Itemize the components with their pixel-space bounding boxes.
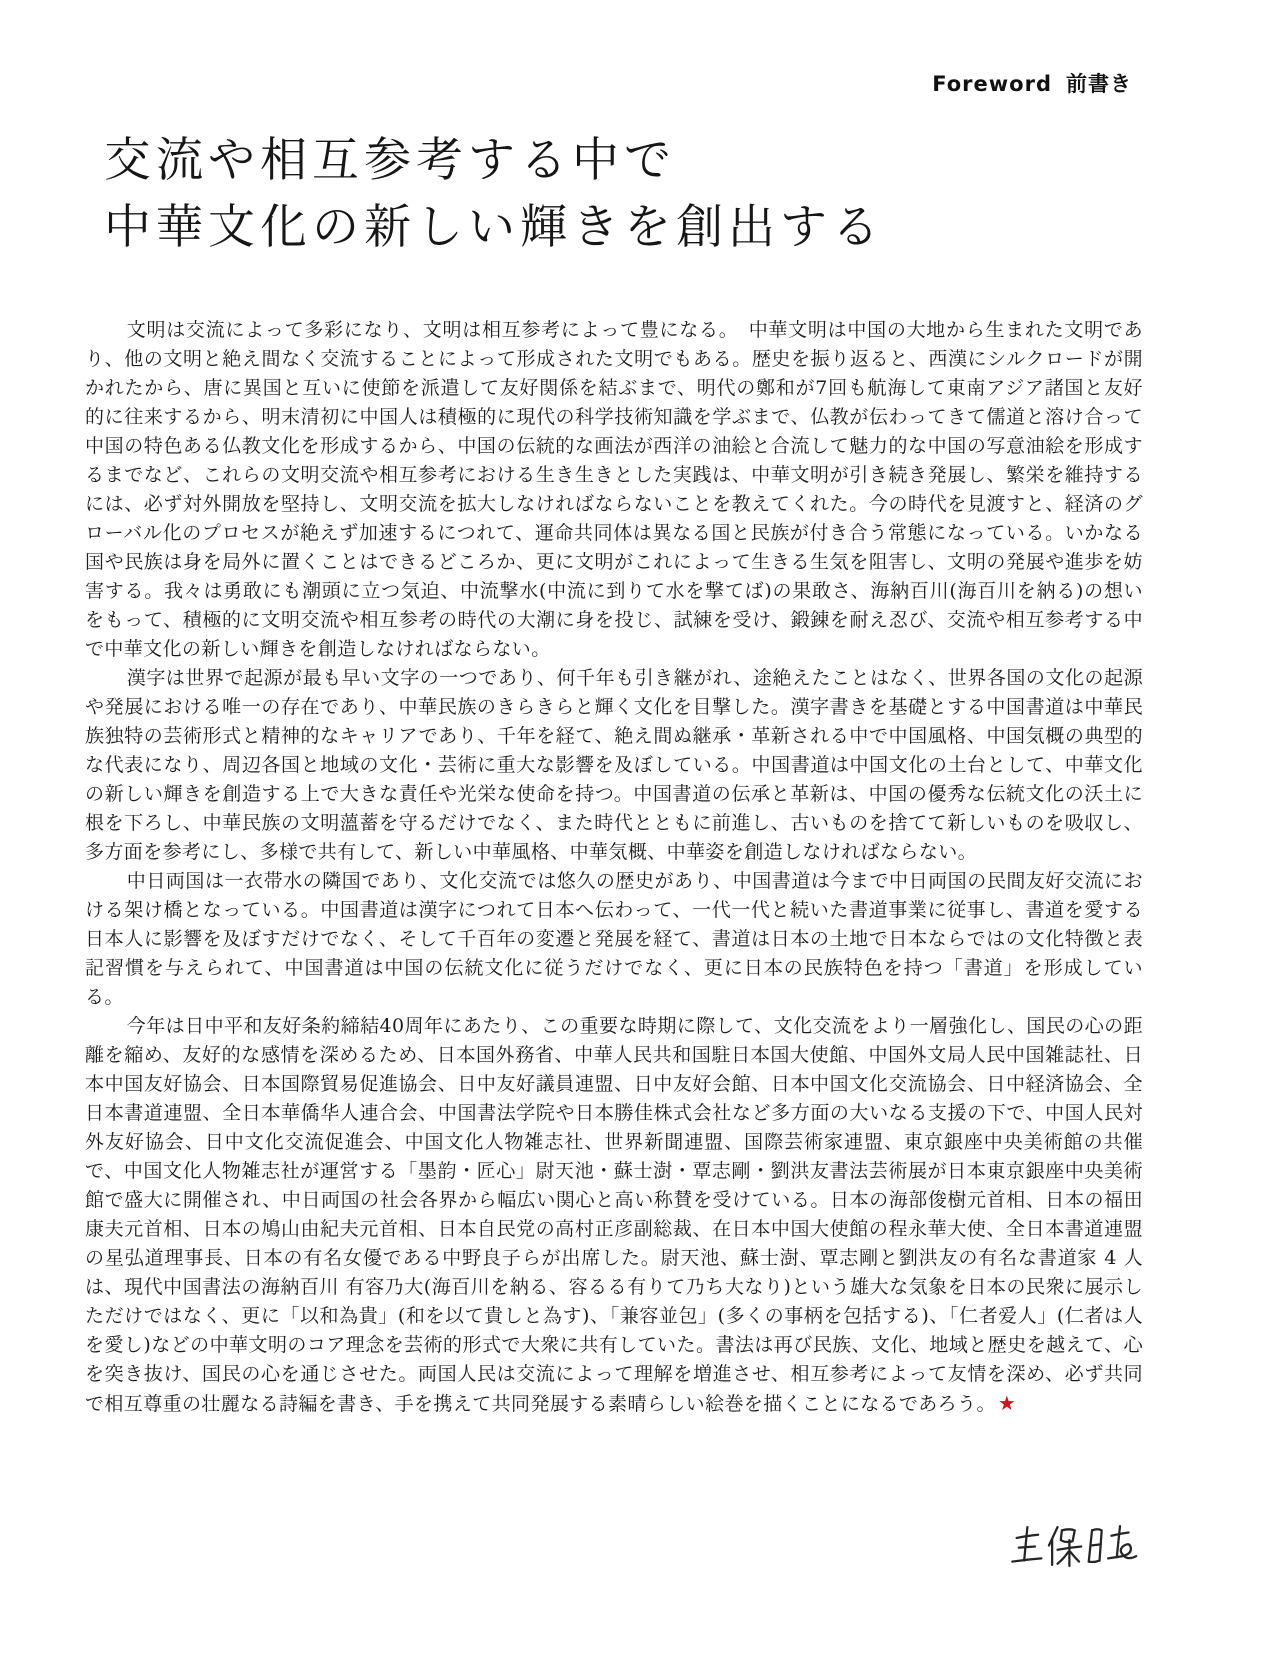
- paragraph-4-text: 今年は日中平和友好条約締結40周年にあたり、この重要な時期に際して、文化交流をより一層強化し、国民の心の距離を縮め、友好的な感情を深めるため、日本国外務省、中華人民共和国駐日本国大使館、中国外文局人民中国雑誌社、日本中国友好協会、日本国際貿易促進協会、日中友好議員連盟、日中友好会館、日本中国文化交流協会、日中経済協会、全日本書道連盟、全日本華僑华人連合会、中国書法学院や日本勝佳株式会社など多方面の大いなる支援の下で、中国人民対外友好協会、日中文化交流促進会、中国文化人物雑志社、世界新聞連盟、国際芸術家連盟、東京銀座中央美術館の共催で、中国文化人物雑志社が運営する「墨韵・匠心」尉天池・蘇士澍・覃志剛・劉洪友書法芸術展が日本東京銀座中央美術館で盛大に開催され、中日両国の社会各界から幅広い関心と高い称賛を受けている。日本の海部俊樹元首相、日本の福田康夫元首相、日本の鳩山由紀夫元首相、日本自民党の高村正彦副総裁、在日本中国大使館の程永華大使、全日本書道連盟の星弘道理事長、日本の有名女優である中野良子らが出席した。尉天池、蘇士澍、覃志剛と劉洪友の有名な書道家 4 人は、現代中国書法の海納百川 有容乃大(海百川を納る、容るる有りて乃ち大なり)という雄大な気象を日本の民衆に展示しただけではなく、更に「以和為貴」(和を以て貴しと為す)、「兼容並包」(多くの事柄を包括する)、「仁者爱人」(仁者は人を愛し)などの中華文明のコア理念を芸術的形式で大衆に共有していた。書法は再び民族、文化、地域と歴史を越えて、心を突き抜け、国民の心を通じさせた。両国人民は交流によって理解を増進させ、相互参考によって友情を深め、必ず共同で相互尊重の壮麗なる詩編を書き、手を携えて共同発展する素晴らしい絵巻を描くことになるであろう。: [85, 1015, 1143, 1415]
- paragraph-3: 中日両国は一衣帯水の隣国であり、文化交流では悠久の歴史があり、中国書道は今まで中日両国の民間友好交流における架け橋となっている。中国書道は漢字につれて日本へ伝わって、一代一代と続いた書道事業に従事し、書道を愛する日本人に影響を及ぼすだけでなく、そして千百年の変遷と発展を経て、書道は日本の土地で日本ならではの文化特徴と表記習慣を与えられて、中国書道は中国の伝統文化に従うだけでなく、更に日本の民族特色を持つ「書道」を形成している。: [85, 870, 1143, 1008]
- signature: [1008, 1516, 1148, 1576]
- page-title-line-2: 中華文化の新しい輝きを創出する: [104, 199, 884, 255]
- paragraph-2: 漢字は世界で起源が最も早い文字の一つであり、何千年も引き継がれ、途絶えたことはなく、世界各国の文化の起源や発展における唯一の存在であり、中華民族のきらきらと輝く文化を目撃した。漢字書きを基礎とする中国書道は中華民族独特の芸術形式と精神的なキャリアであり、千年を経て、絶え間ぬ継承・革新される中で中国風格、中国気概の典型的な代表になり、周辺各国と地域の文化・芸術に重大な影響を及ぼしている。中国書道は中国文化の土台として、中華文化の新しい輝きを創造する上で大きな責任や光栄な使命を持つ。中国書道の伝承と革新は、中国の優秀な伝統文化の沃土に根を下ろし、中華民族の文明薀蓄を守るだけでなく、また時代とともに前進し、古いものを捨てて新しいものを吸収し、多方面を参考にし、多様で共有して、新しい中華風格、中華気概、中華姿を創造しなければならない。: [85, 667, 1143, 863]
- article-body: [85, 316, 1143, 1419]
- paragraph-1: 文明は交流によって多彩になり、文明は相互参考によって豊になる。 中華文明は中国の大地から生まれた文明であり、他の文明と絶え間なく交流することによって形成された文明でもある。歴史を振り返ると、西漢にシルクロードが開かれたから、唐に異国と互いに使節を派遣して友好関係を結ぶまで、明代の鄭和が7回も航海して東南アジア諸国と友好的に往来するから、明末清初に中国人は積極的に現代の科学技術知識を学ぶまで、仏教が伝わってきて儒道と溶け合って中国の特色ある仏教文化を形成するから、中国の伝統的な画法が西洋の油絵と合流して魅力的な中国の写意油絵を形成するまでなど、これらの文明交流や相互参考における生き生きとした実践は、中華文明が引き続き発展し、繁栄を維持するには、必ず対外開放を堅持し、文明交流を拡大しなければならないことを教えてくれた。今の時代を見渡すと、経済のグローバル化のプロセスが絶えず加速するにつれて、運命共同体は異なる国と民族が付き合う常態になっている。いかなる国や民族は身を局外に置くことはできるどころか、更に文明がこれによって生きる生気を阻害し、文明の発展や進歩を妨害する。我々は勇敢にも潮頭に立つ気迫、中流撃水(中流に到りて水を撃てば)の果敢さ、海納百川(海百川を納る)の想いをもって、積極的に文明交流や相互参考の時代の大潮に身を投じ、試練を受け、鍛錬を耐え忍び、交流や相互参考する中で中華文化の新しい輝きを創造しなければならない。: [85, 319, 1143, 660]
- foreword-label-en: Foreword: [932, 72, 1052, 96]
- signature-strokes-icon: [1008, 1516, 1148, 1576]
- page-title-line-1: 交流や相互参考する中で: [104, 133, 676, 188]
- paragraph-4: [85, 1012, 1143, 1419]
- end-star-icon: ★: [997, 1391, 1017, 1415]
- foreword-label-ja: 前書き: [1066, 72, 1132, 96]
- page-header: [932, 68, 1132, 98]
- page-title: [104, 128, 884, 261]
